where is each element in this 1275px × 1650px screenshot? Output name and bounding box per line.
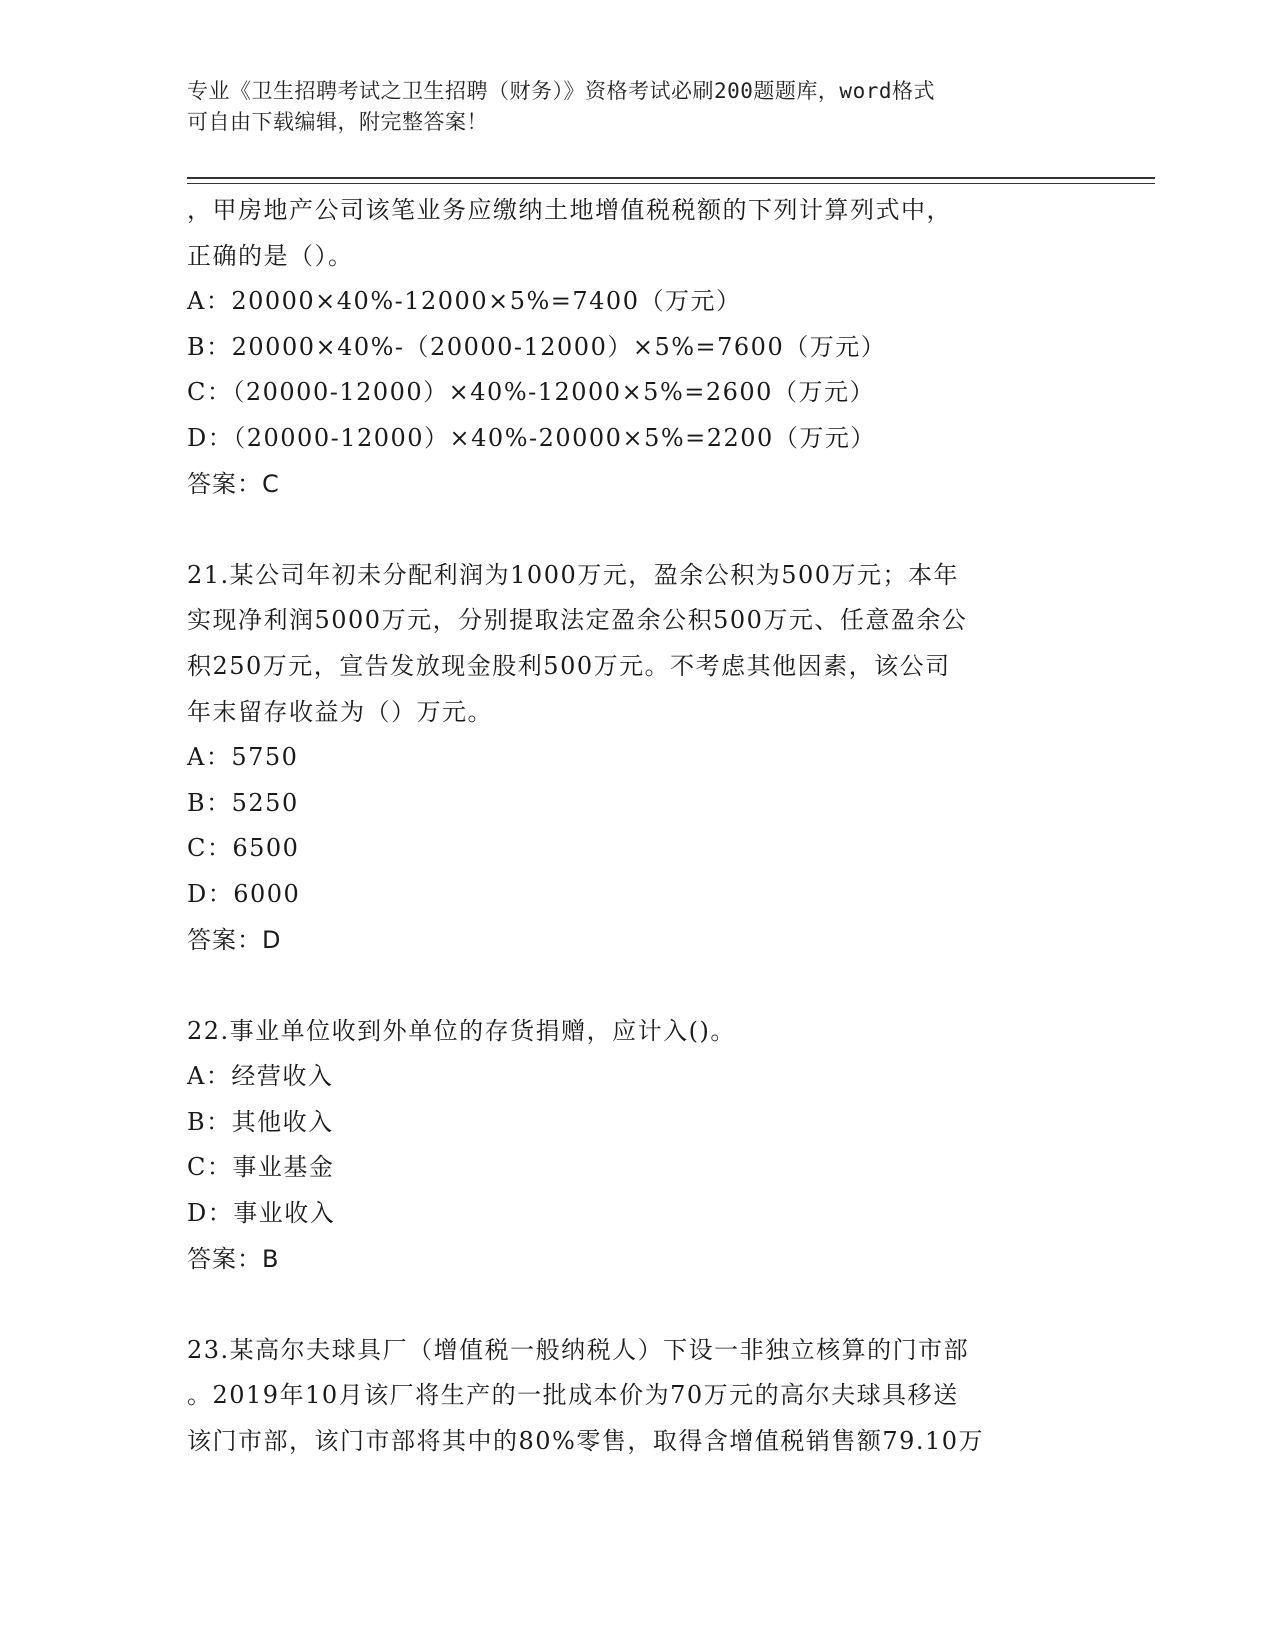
option-d: D：事业收入 xyxy=(187,1199,336,1228)
option-c: C：6500 xyxy=(187,834,300,863)
option-a: A：经营收入 xyxy=(187,1062,334,1091)
spacer xyxy=(187,963,1087,1009)
spacer xyxy=(187,507,1087,553)
question-stem-line: ，甲房地产公司该笔业务应缴纳土地增值税税额的下列计算列式中， xyxy=(187,196,952,224)
question-22 xyxy=(187,1009,1087,1283)
header-divider-thick xyxy=(187,177,1155,179)
header-title-line-1: 专业《卫生招聘考试之卫生招聘（财务）》资格考试必刷200题题库，word格式 xyxy=(187,79,935,103)
option-b: B：其他收入 xyxy=(187,1107,334,1136)
option-d: D：（20000-12000）×40%-20000×5%=2200（万元） xyxy=(187,423,876,452)
question-21 xyxy=(187,553,1087,963)
question-stem-line: 22.事业单位收到外单位的存货捐赠，应计入()。 xyxy=(187,1016,736,1045)
option-a: A：5750 xyxy=(187,743,299,772)
option-b: B：5250 xyxy=(187,788,299,817)
question-stem-line: 年末留存收益为（）万元。 xyxy=(187,697,493,726)
header-divider-thin xyxy=(187,183,1155,184)
question-stem-line: 21.某公司年初未分配利润为1000万元，盈余公积为500万元；本年 xyxy=(187,560,960,589)
question-stem-line: 23.某高尔夫球具厂（增值税一般纳税人）下设一非独立核算的门市部 xyxy=(187,1335,970,1364)
answer-line: 答案：B xyxy=(187,1244,280,1273)
question-stem-line: 。2019年10月该厂将生产的一批成本价为70万元的高尔夫球具移送 xyxy=(187,1381,959,1410)
question-stem-line: 该门市部，该门市部将其中的80%零售，取得含增值税销售额79.10万 xyxy=(187,1427,985,1456)
question-20 xyxy=(187,188,1087,507)
answer-line: 答案：D xyxy=(187,925,282,954)
option-a: A：20000×40%-12000×5%=7400（万元） xyxy=(187,287,742,316)
document-header xyxy=(187,76,1067,138)
question-23 xyxy=(187,1328,1087,1465)
header-title-line-2: 可自由下载编辑，附完整答案！ xyxy=(187,110,488,134)
option-d: D：6000 xyxy=(187,879,301,908)
option-c: C：事业基金 xyxy=(187,1153,335,1182)
spacer xyxy=(187,1282,1087,1328)
question-stem-line: 正确的是（）。 xyxy=(187,241,354,270)
option-c: C：（20000-12000）×40%-12000×5%=2600（万元） xyxy=(187,378,875,407)
document-body xyxy=(187,188,1087,1465)
answer-line: 答案：C xyxy=(187,469,280,498)
option-b: B：20000×40%-（20000-12000）×5%=7600（万元） xyxy=(187,332,887,361)
question-stem-line: 实现净利润5000万元，分别提取法定盈余公积500万元、任意盈余公 xyxy=(187,606,968,635)
question-stem-line: 积250万元，宣告发放现金股利500万元。不考虑其他因素，该公司 xyxy=(187,651,951,680)
